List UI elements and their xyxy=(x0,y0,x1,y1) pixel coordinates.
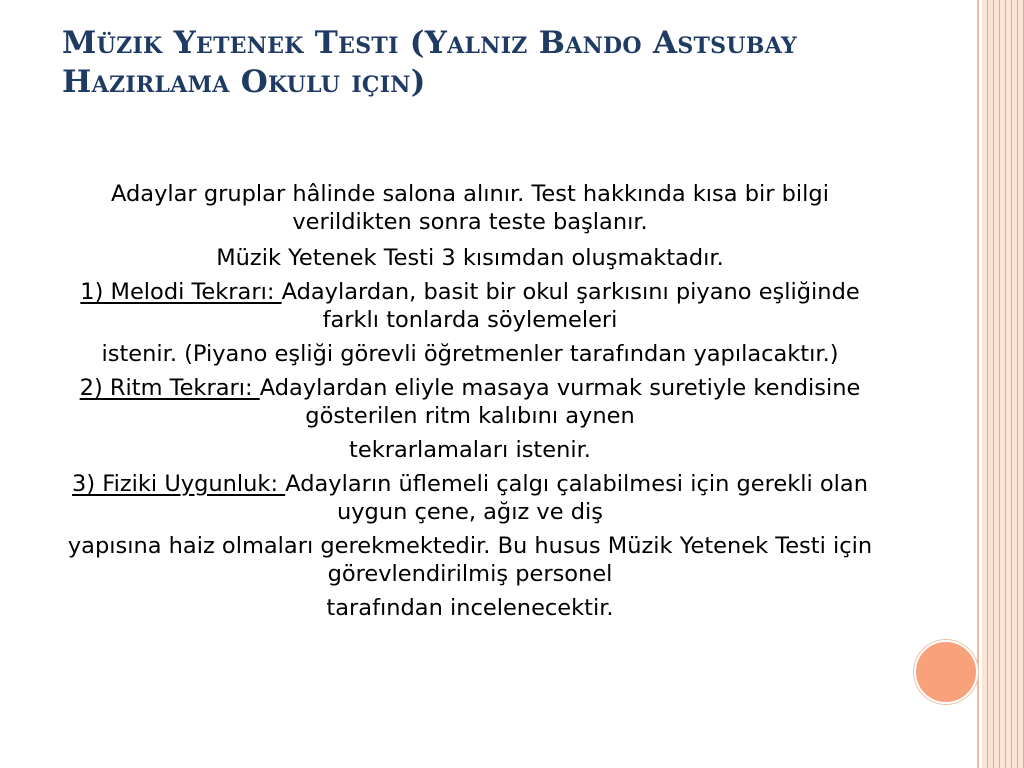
slide-title: Müzik Yetenek Testi (Yalnız Bando Astsubay Hazırlama Okulu için) xyxy=(62,25,798,100)
decorative-stripes xyxy=(982,0,1024,768)
item-physical xyxy=(60,470,880,526)
item-rhythm-text: Adaylardan eliyle masaya vurmak suretiyle kendisine gösterilen ritm kalıbını aynen xyxy=(259,375,861,429)
overview-paragraph: Müzik Yetenek Testi 3 kısımdan oluşmaktadır. xyxy=(216,245,724,271)
intro-paragraph: Adaylar gruplar hâlinde salona alınır. Test hakkında kısa bir bilgi verildikten sonra teste başlanır. xyxy=(111,181,829,235)
item-physical-final: tarafından incelenecektir. xyxy=(326,595,614,621)
item-melody-continuation: istenir. (Piyano eşliği görevli öğretmenler tarafından yapılacaktır.) xyxy=(101,341,839,367)
item-rhythm xyxy=(60,374,880,430)
item-rhythm-label: 2) Ritm Tekrarı: xyxy=(79,375,260,401)
item-physical-label: 3) Fiziki Uygunluk: xyxy=(72,471,286,497)
item-melody xyxy=(60,278,880,334)
decorative-divider xyxy=(977,0,979,768)
item-physical-continuation: yapısına haiz olmaları gerekmektedir. Bu husus Müzik Yetenek Testi için görevlendirilmiş personel xyxy=(67,533,873,587)
item-melody-text: Adaylardan, basit bir okul şarkısını piyano eşliğinde farklı tonlarda söylemeleri xyxy=(281,279,860,333)
item-melody-label: 1) Melodi Tekrarı: xyxy=(80,279,282,305)
decorative-circle xyxy=(914,640,978,704)
item-rhythm-continuation: tekrarlamaları istenir. xyxy=(349,437,591,463)
slide-body xyxy=(60,180,880,622)
item-physical-text: Adayların üflemeli çalgı çalabilmesi için gerekli olan uygun çene, ağız ve diş xyxy=(285,471,868,525)
